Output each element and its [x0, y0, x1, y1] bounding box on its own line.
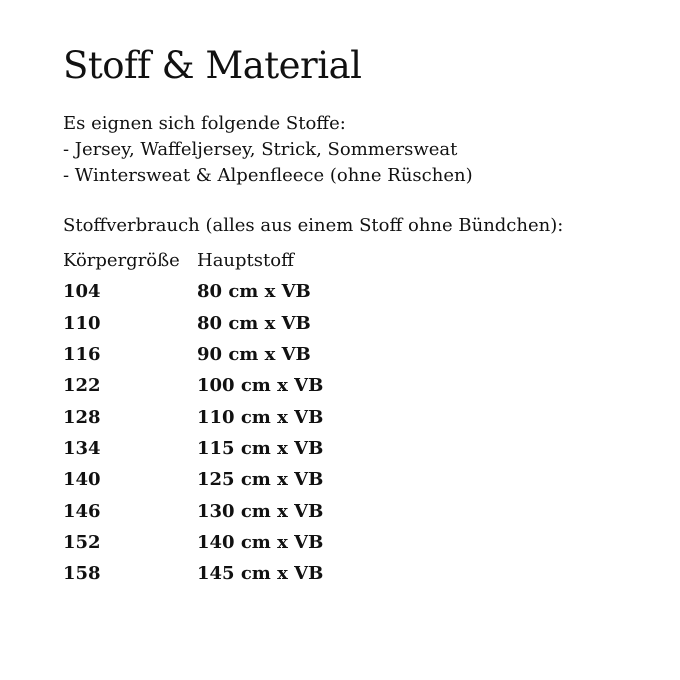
page-title: Stoff & Material — [63, 44, 362, 87]
table-row — [63, 464, 397, 495]
suitable-fabrics-item: - Jersey, Waffeljersey, Strick, Sommersweat — [63, 139, 458, 160]
table-row — [63, 558, 397, 589]
table-row — [63, 276, 397, 307]
size-cell: 158 — [63, 563, 101, 585]
size-cell: 128 — [63, 406, 101, 428]
fabric-usage-heading: Stoffverbrauch (alles aus einem Stoff ohne Bündchen): — [63, 215, 564, 236]
fabric-usage-table — [63, 245, 397, 589]
table-row — [63, 495, 397, 526]
fabric-amount-cell: 100 cm x VB — [197, 375, 324, 397]
fabric-amount-cell: 80 cm x VB — [197, 281, 311, 303]
suitable-fabrics-item: - Wintersweat & Alpenfleece (ohne Rüschen) — [63, 165, 473, 186]
column-header-size: Körpergröße — [63, 250, 180, 272]
size-cell: 104 — [63, 281, 101, 303]
fabric-amount-cell: 140 cm x VB — [197, 531, 324, 553]
table-body — [63, 276, 397, 589]
table-header-row — [63, 245, 397, 276]
table-row — [63, 370, 397, 401]
fabric-amount-cell: 130 cm x VB — [197, 500, 324, 522]
fabric-amount-cell: 80 cm x VB — [197, 312, 311, 334]
fabric-amount-cell: 90 cm x VB — [197, 344, 311, 366]
size-cell: 122 — [63, 375, 101, 397]
table-row — [63, 527, 397, 558]
table-row — [63, 339, 397, 370]
fabric-amount-cell: 115 cm x VB — [197, 437, 324, 459]
size-cell: 116 — [63, 344, 101, 366]
fabric-amount-cell: 145 cm x VB — [197, 563, 324, 585]
size-cell: 140 — [63, 469, 101, 491]
size-cell: 134 — [63, 437, 101, 459]
fabric-amount-cell: 110 cm x VB — [197, 406, 324, 428]
suitable-fabrics-heading: Es eignen sich folgende Stoffe: — [63, 113, 346, 134]
table-row — [63, 433, 397, 464]
size-cell: 146 — [63, 500, 101, 522]
table-row — [63, 401, 397, 432]
table-row — [63, 308, 397, 339]
column-header-main-fabric: Hauptstoff — [197, 250, 294, 272]
size-cell: 152 — [63, 531, 101, 553]
suitable-fabrics-section — [63, 111, 473, 189]
size-cell: 110 — [63, 312, 101, 334]
fabric-amount-cell: 125 cm x VB — [197, 469, 324, 491]
